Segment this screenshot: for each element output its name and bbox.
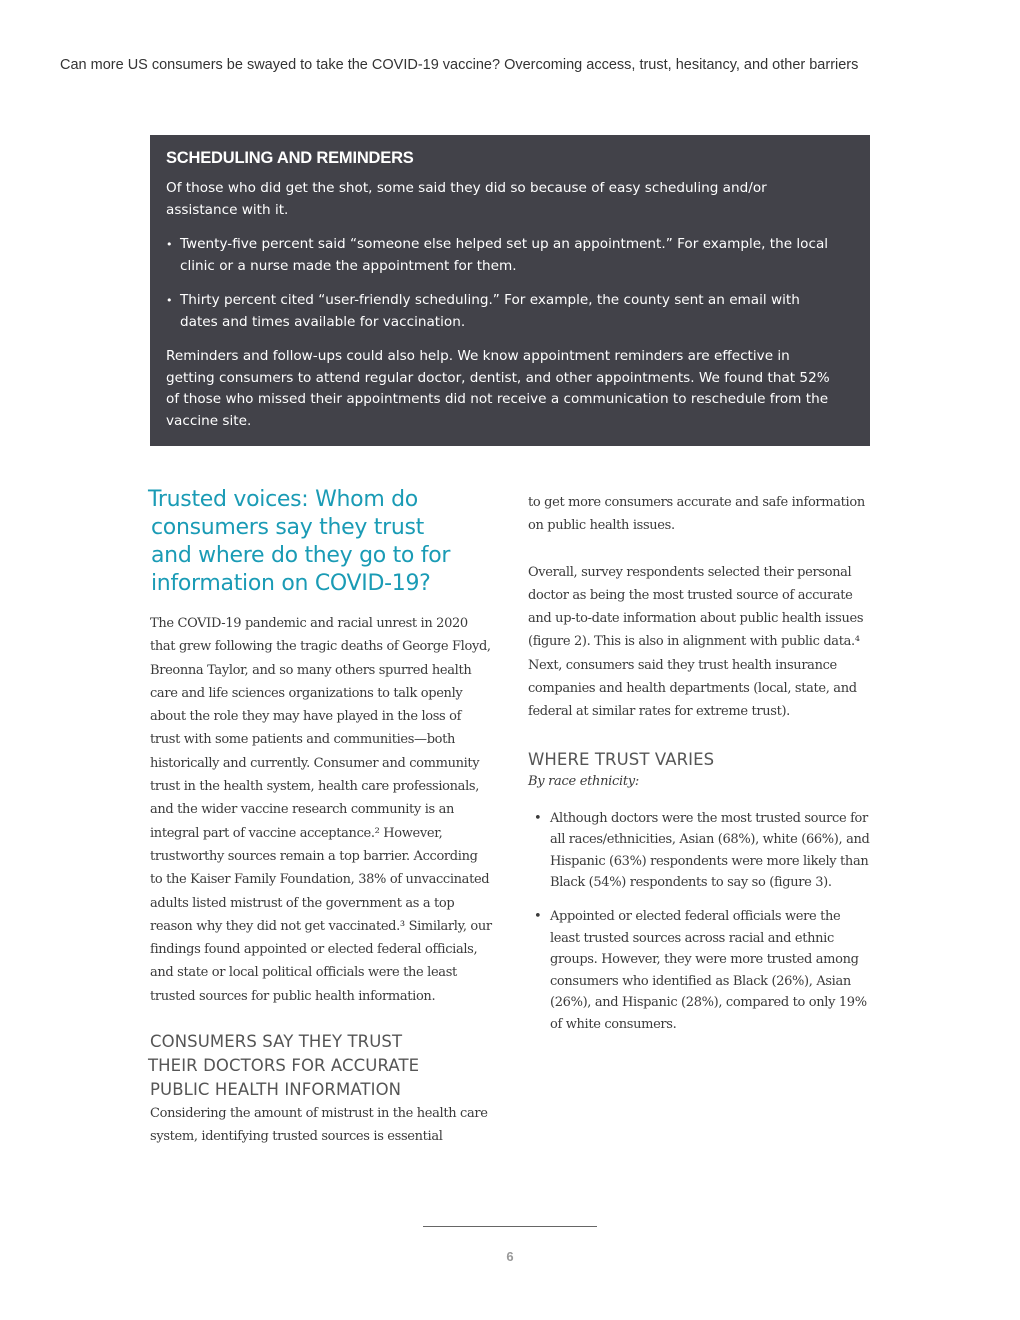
bullet-icon: • bbox=[534, 810, 542, 826]
body-paragraph: Considering the amount of mistrust in the health care system, identifying trusted sources is essential bbox=[150, 1106, 488, 1145]
sidebar-title: SCHEDULING AND REMINDERS bbox=[166, 149, 414, 167]
section-heading-line: and where do they go to for bbox=[151, 543, 451, 568]
left-column bbox=[148, 486, 493, 1149]
bullet-icon: • bbox=[166, 294, 173, 307]
subheading-trust-doctors bbox=[148, 1030, 493, 1102]
footer-divider bbox=[423, 1226, 597, 1227]
trust-bullet-text: Although doctors were the most trusted source for all races/ethnicities, Asian (68%), white (66%), and Hispanic (63%) respondents were more likely than Black (54%) respondents to say so (figure 3). bbox=[550, 810, 870, 891]
sidebar-closing: Reminders and follow-ups could also help. We know appointment reminders are effective in getting consumers to attend regular doctor, dentist, and other appointments. We found that 52% of those who missed their appointments did not receive a communication to reschedule from the vaccine site. bbox=[166, 348, 830, 429]
sidebar-bullet-text: Thirty percent cited “user-friendly scheduling.” For example, the county sent an email with dates and times available for vaccination. bbox=[180, 292, 800, 330]
section-heading bbox=[148, 486, 493, 598]
right-column bbox=[528, 491, 873, 1048]
sidebar-bullet-item bbox=[166, 290, 840, 333]
subheading-line: CONSUMERS SAY THEY TRUST bbox=[150, 1032, 403, 1052]
sidebar-bullet-item bbox=[166, 234, 840, 277]
section-heading-line: information on COVID-19? bbox=[151, 571, 431, 596]
sidebar-bullet-text: Twenty-five percent said “someone else helped set up an appointment.” For example, the local clinic or a nurse made the appointment for them. bbox=[180, 236, 829, 274]
body-paragraph: Overall, survey respondents selected their personal doctor as being the most trusted source of accurate and up-to-date information about public health issues (figure 2). This is also in alignment with public data.⁴ Next, consumers said they trust health insurance companies and health departments (local, state, and federal at similar rates for extreme trust). bbox=[528, 564, 864, 720]
running-header: Can more US consumers be swayed to take the COVID-19 vaccine? Overcoming access, trust, hesitancy, and other barriers bbox=[60, 57, 859, 73]
sidebar-bullet-list bbox=[166, 234, 840, 333]
sidebar-intro: Of those who did get the shot, some said they did so because of easy scheduling and/or assistance with it. bbox=[166, 180, 767, 218]
subheading-line: THEIR DOCTORS FOR ACCURATE bbox=[148, 1056, 420, 1076]
bullet-icon: • bbox=[534, 909, 542, 925]
subheading-block bbox=[148, 1030, 493, 1102]
page-number: 6 bbox=[506, 1249, 514, 1264]
scheduling-sidebar bbox=[150, 135, 870, 446]
bullet-icon: • bbox=[166, 238, 173, 251]
body-paragraph: The COVID-19 pandemic and racial unrest in 2020 that grew following the tragic deaths of George Floyd, Breonna Taylor, and so many others spurred health care and life sciences organizations to talk openly about the role they may have played in the loss of trust with some patients and communities—both historically and currently. Consumer and community trust in the health system, health care professionals, and the wider vaccine research community is an integral part of vaccine acceptance.² However, trustworthy sources remain a top barrier. According to the Kaiser Family Foundation, 38% of unvaccinated adults listed mistrust of the government as a top reason why they did not get vaccinated.³ Similarly, our findings found appointed or elected federal officials, and state or local political officials were the least trusted sources for public health information. bbox=[150, 616, 492, 1004]
subheading-trust-varies: WHERE TRUST VARIES bbox=[528, 749, 715, 769]
trust-bullet-item bbox=[528, 808, 873, 894]
trust-bullet-list bbox=[528, 808, 873, 1036]
subheading-block bbox=[528, 748, 873, 792]
trust-bullet-item bbox=[528, 906, 873, 1036]
subheading-line: PUBLIC HEALTH INFORMATION bbox=[150, 1080, 402, 1100]
section-heading-line: Trusted voices: Whom do bbox=[148, 487, 418, 512]
section-heading-line: consumers say they trust bbox=[151, 515, 424, 540]
trust-bullet-text: Appointed or elected federal officials were the least trusted sources across racial and ethnic groups. However, they were more trusted among consumers who identified as Black (26%), Asian (26%), and Hispanic (28%), compared to only 19% of white consumers. bbox=[550, 909, 867, 1033]
body-paragraph: to get more consumers accurate and safe information on public health issues. bbox=[528, 495, 865, 534]
subheading-caption: By race ethnicity: bbox=[528, 773, 639, 789]
